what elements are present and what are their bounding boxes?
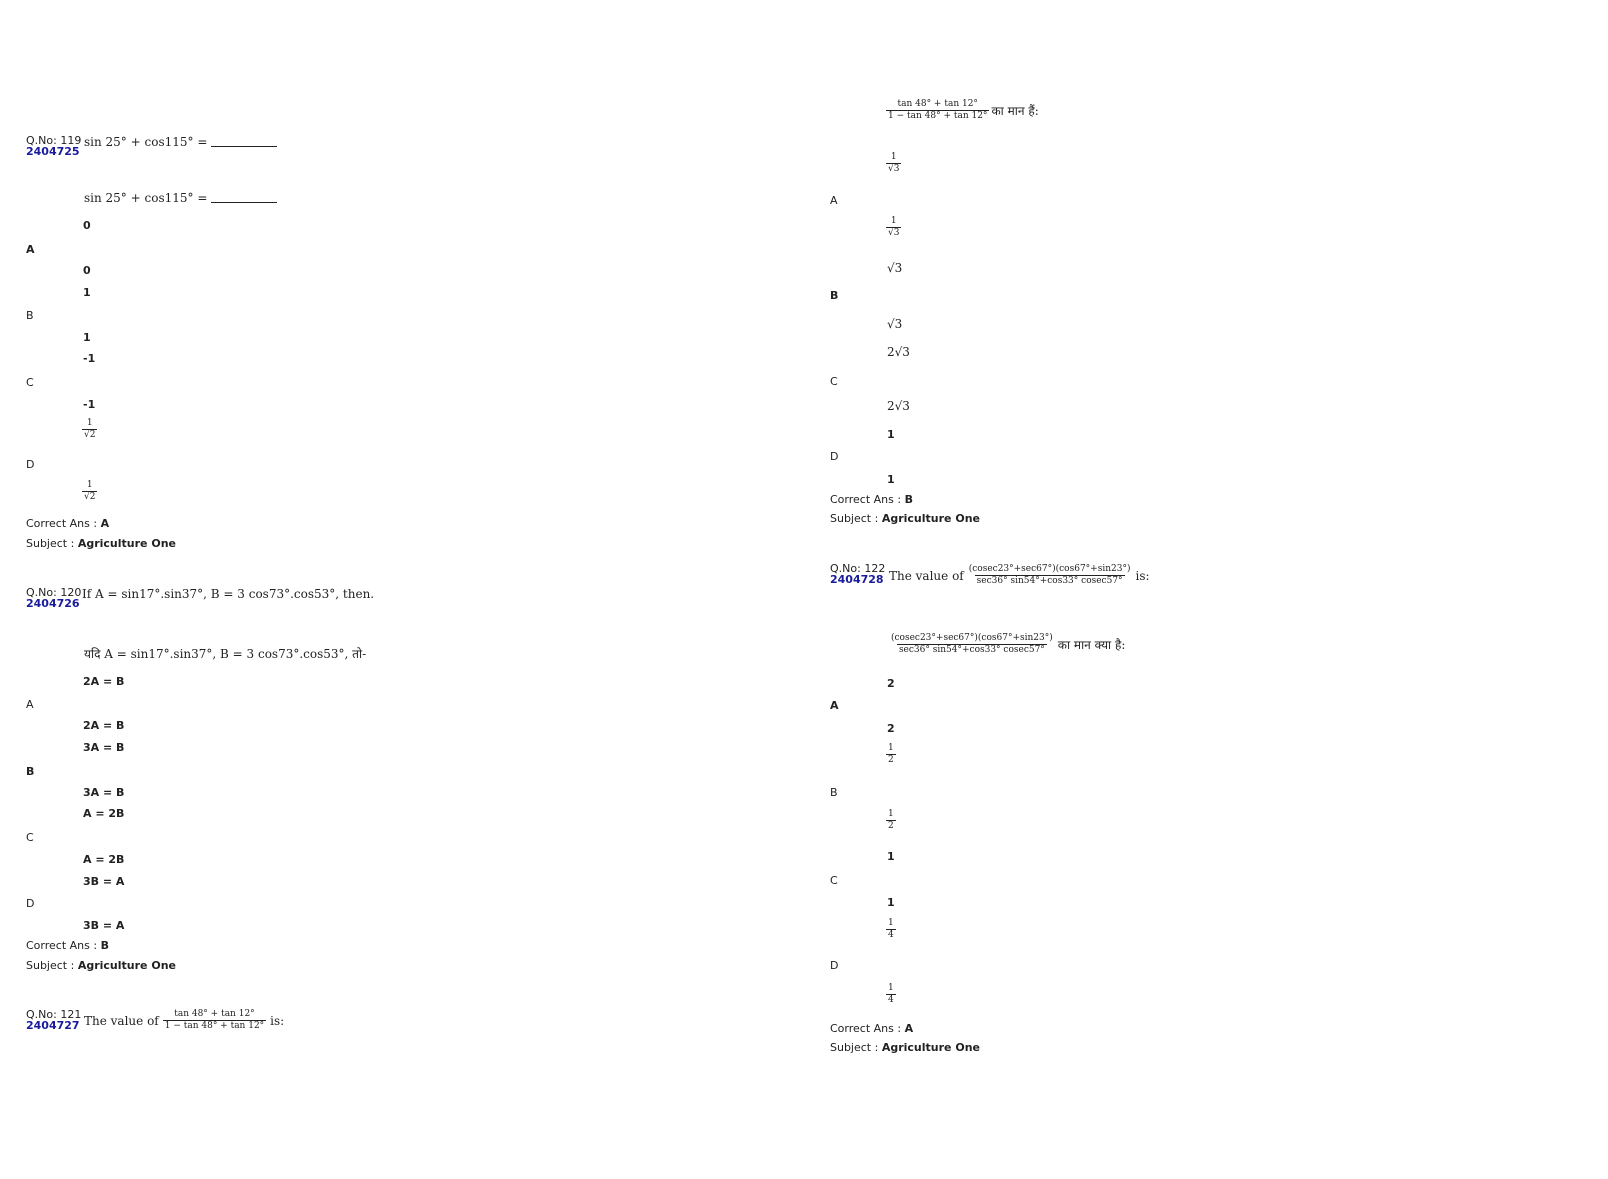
qno-label: Q.No: [26, 134, 57, 147]
question-tail: का मान क्या है: [1057, 638, 1126, 652]
question-text-en: If A = sin17°.sin37°, B = 3 cos73°.cos53°, then. [82, 587, 375, 601]
option-a-text: 0 [83, 219, 91, 232]
option-d-label: D [26, 897, 35, 910]
subject-label: Subject : [830, 1041, 879, 1054]
option-d-text: 1 [887, 428, 895, 441]
fraction: $\frac{1}{2}$ [888, 743, 894, 765]
option-d-value: 3B = A [83, 919, 125, 932]
option-d-value [886, 983, 896, 1006]
option-a-label: A [830, 699, 839, 712]
qno-value: 121 [60, 1008, 82, 1021]
option-c-label: C [26, 831, 34, 844]
option-a-value: 2 [887, 722, 895, 735]
option-c-label: C [830, 874, 838, 887]
subject-value: Agriculture One [881, 512, 980, 525]
fraction: $\frac{1}{√2}$ [84, 480, 96, 502]
question-expression: sin 25° + cos115° = [84, 135, 208, 149]
fraction: $\frac{\tan 48^\circ + \tan 12^\circ}{1 - \tan 48^\circ + \tan 12^\circ}$ [888, 99, 988, 121]
answer-blank [211, 146, 277, 147]
option-b-value: 1 [83, 331, 91, 344]
question-id: 2404728 [830, 573, 884, 586]
option-c-text: A = 2B [83, 807, 125, 820]
subject-label: Subject : [26, 959, 75, 972]
option-d-label: D [26, 458, 35, 471]
option-a-label: A [26, 698, 34, 711]
question-text-en [84, 135, 277, 149]
option-c-value: 1 [887, 896, 895, 909]
option-b-text [886, 743, 896, 766]
option-a-label: A [830, 194, 838, 207]
question-text-hi [886, 99, 1039, 122]
question-tail: is: [270, 1013, 285, 1028]
fraction: $\frac{(cosec23^\circ+\sec 67^\circ)(\cos 67^\circ+\sin 23^\circ)}{\sec 36^\circ \sin 54^\circ+\cos 33^\circ cosec57^\circ}$ [891, 633, 1053, 655]
subject-value: Agriculture One [77, 959, 176, 972]
qno-value: 122 [864, 562, 886, 575]
answer-blank [211, 202, 277, 203]
qno-value: 120 [60, 586, 82, 599]
option-c-text: -1 [83, 352, 96, 365]
question-text-hi: यदि A = sin17°.sin37°, B = 3 cos73°.cos53°, तो- [84, 647, 367, 661]
question-lead: The value of [84, 1013, 159, 1028]
subject [830, 512, 980, 525]
option-a-text: 2 [887, 677, 895, 690]
option-d-value: 1 [887, 473, 895, 486]
option-c-text: 1 [887, 850, 895, 863]
option-b-value: 3A = B [83, 786, 125, 799]
qno-value: 119 [60, 134, 82, 147]
question-text-hi [84, 191, 277, 205]
subject-value: Agriculture One [77, 537, 176, 550]
fraction: $\frac{1}{4}$ [888, 983, 894, 1005]
correct-value: A [100, 517, 110, 530]
question-tail: का मान हैं: [991, 104, 1039, 118]
option-b-label: B [830, 289, 839, 302]
fraction: $\frac{1}{√2}$ [84, 418, 96, 440]
fraction: $\frac{1}{2}$ [888, 809, 894, 831]
question-id: 2404727 [26, 1019, 80, 1032]
option-b-label: B [26, 309, 34, 322]
option-b-value [886, 809, 896, 832]
option-d-text [886, 918, 896, 941]
question-expression: sin 25° + cos115° = [84, 191, 208, 205]
subject [26, 959, 176, 972]
fraction: $\frac{\tan 48^\circ + \tan 12^\circ}{1 - \tan 48^\circ + \tan 12^\circ}$ [164, 1009, 265, 1031]
option-a-value: 0 [83, 264, 91, 277]
option-d-text [82, 418, 97, 441]
option-a-text [886, 152, 901, 175]
fraction: $\frac{1}{√3}$ [888, 152, 900, 174]
qno-label: Q.No: [26, 586, 57, 599]
option-a-value [886, 216, 901, 239]
correct-answer [26, 939, 109, 952]
correct-answer [830, 1022, 913, 1035]
option-d-label: D [830, 450, 839, 463]
option-d-text: 3B = A [83, 875, 125, 888]
correct-value: B [904, 493, 913, 506]
option-c-value: 2√3 [887, 399, 910, 413]
option-c-label: C [26, 376, 34, 389]
option-c-label: C [830, 375, 838, 388]
correct-label: Correct Ans : [26, 517, 98, 530]
option-b-text: √3 [887, 261, 903, 275]
option-b-value: √3 [887, 317, 903, 331]
option-c-value: A = 2B [83, 853, 125, 866]
subject-label: Subject : [26, 537, 75, 550]
correct-label: Correct Ans : [26, 939, 98, 952]
question-id: 2404726 [26, 597, 80, 610]
option-c-value: -1 [83, 398, 96, 411]
question-text-en [84, 1009, 284, 1032]
correct-value: B [100, 939, 109, 952]
option-d-label: D [830, 959, 839, 972]
option-c-text: 2√3 [887, 345, 910, 359]
option-a-label: A [26, 243, 35, 256]
subject-label: Subject : [830, 512, 879, 525]
fraction: $\frac{(cosec23^\circ+\sec 67^\circ)(\cos 67^\circ+\sin 23^\circ)}{\sec 36^\circ \sin 54^\circ+\cos 33^\circ cosec57^\circ}$ [968, 564, 1131, 586]
option-a-value: 2A = B [83, 719, 125, 732]
option-b-label: B [830, 786, 838, 799]
fraction: $\frac{1}{√3}$ [888, 216, 900, 238]
correct-answer [830, 493, 913, 506]
question-lead: The value of [889, 568, 964, 583]
subject-value: Agriculture One [881, 1041, 980, 1054]
option-b-text: 1 [83, 286, 91, 299]
correct-value: A [904, 1022, 914, 1035]
fraction: $\frac{1}{4}$ [888, 918, 894, 940]
question-id: 2404725 [26, 145, 80, 158]
subject [26, 537, 176, 550]
option-b-label: B [26, 765, 35, 778]
question-tail: is: [1135, 568, 1150, 583]
option-b-text: 3A = B [83, 741, 125, 754]
question-text-hi [889, 633, 1125, 656]
correct-label: Correct Ans : [830, 1022, 902, 1035]
question-text-en [889, 564, 1150, 587]
qno-label: Q.No: [830, 562, 861, 575]
correct-answer [26, 517, 109, 530]
qno-label: Q.No: [26, 1008, 57, 1021]
correct-label: Correct Ans : [830, 493, 902, 506]
subject [830, 1041, 980, 1054]
option-a-text: 2A = B [83, 675, 125, 688]
option-d-value [82, 480, 97, 503]
